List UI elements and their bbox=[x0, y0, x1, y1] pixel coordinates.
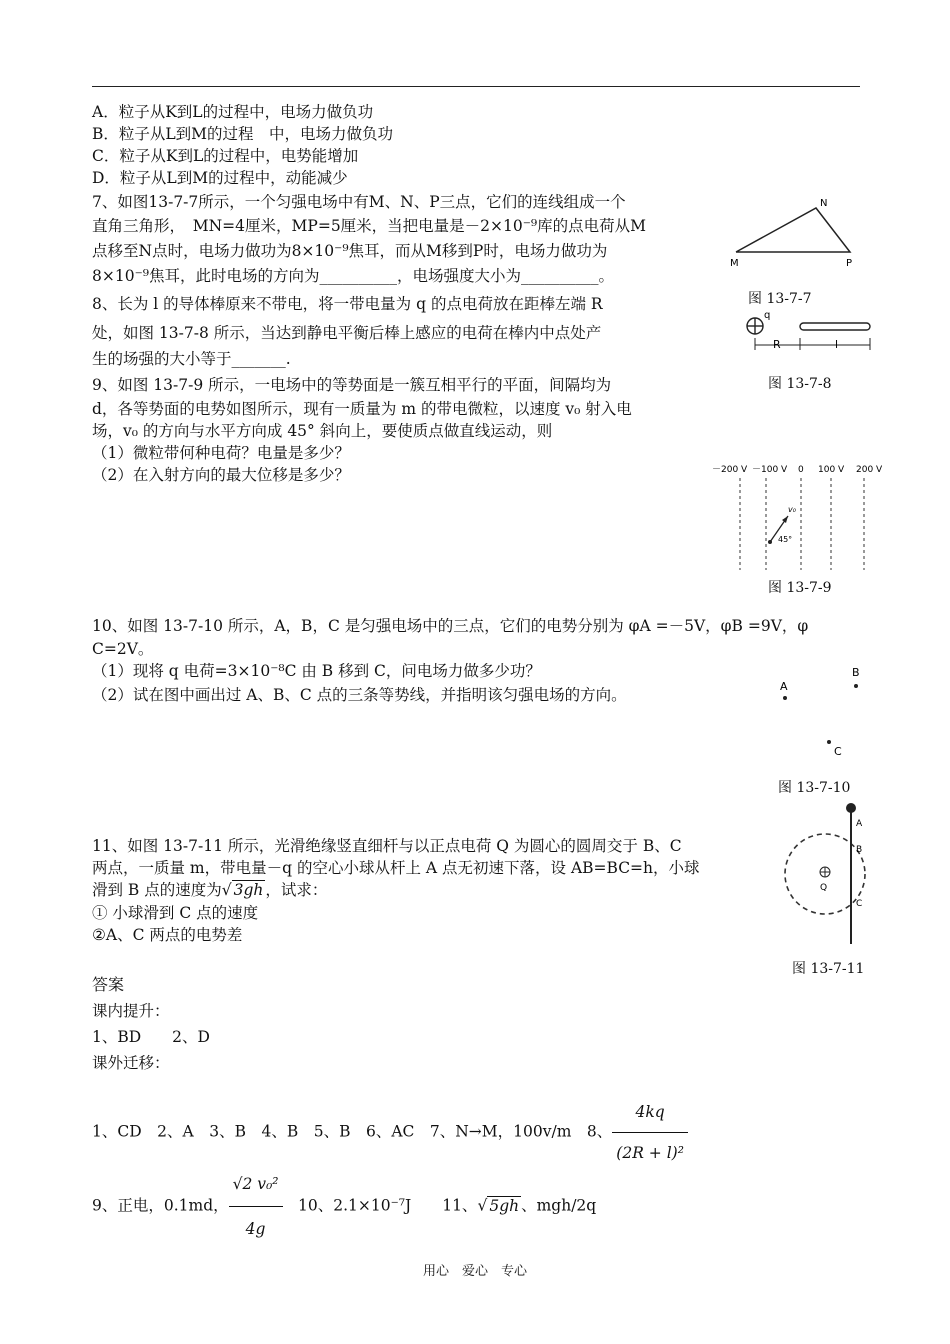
q8-line-2: 处，如图 13-7-8 所示，当达到静电平衡后棒上感应的电荷在棒内中点处产 bbox=[92, 324, 602, 342]
sqrt-3gh: 3gh bbox=[233, 881, 264, 899]
fig-caption-13-7-11: 图 13-7-11 bbox=[792, 961, 865, 977]
q8-line-3: 生的场强的大小等于_______. bbox=[92, 350, 291, 368]
option-d: D．粒子从L到M的过程中，动能减少 bbox=[92, 169, 348, 187]
point-a bbox=[783, 696, 787, 700]
q9-line-2: d，各等势面的电势如图所示，现有一质量为 m 的带电微粒，以速度 v₀ 射入电 bbox=[92, 400, 632, 418]
answers-line-2c: 、mgh/2q bbox=[521, 1196, 597, 1215]
option-b: B．粒子从L到M的过程 中，电场力做负功 bbox=[92, 125, 394, 143]
answers-line-2: 9、正电，0.1md， bbox=[92, 1196, 229, 1215]
q11-line-3-tail: ，试求： bbox=[265, 881, 328, 899]
q7-line-3: 点移至N点时，电场力做功为8×10⁻⁹焦耳，而从M移到P时，电场力做功为 bbox=[92, 242, 608, 260]
header-rule bbox=[92, 86, 860, 87]
answers-line-1: 1、CD 2、A 3、B 4、B 5、B 6、AC 7、N→M，100v/m 8、 bbox=[92, 1122, 613, 1141]
q10-line-1: 10、如图 13-7-10 所示，A，B，C 是匀强电场中的三点，它们的电势分别为 φA =－5V，φB =9V，φ bbox=[92, 617, 809, 635]
figure-13-7-10 bbox=[756, 658, 888, 764]
q11-line-4: ① 小球滑到 C 点的速度 bbox=[92, 904, 259, 922]
label-a: A bbox=[856, 819, 863, 829]
label-r: R bbox=[773, 338, 781, 351]
q11-line-1: 11、如图 13-7-11 所示，光滑绝缘竖直细杆与以正点电荷 Q 为圆心的圆周交于 B、C bbox=[92, 837, 682, 855]
label-p: P bbox=[846, 258, 853, 269]
fig-caption-13-7-10: 图 13-7-10 bbox=[778, 780, 851, 793]
q9-line-3: 场，v₀ 的方向与水平方向成 45° 斜向上，要使质点做直线运动，则 bbox=[92, 422, 553, 440]
v0-label: v₀ bbox=[788, 505, 796, 514]
figure-13-7-8 bbox=[740, 310, 880, 356]
point-c-label: C bbox=[834, 745, 842, 758]
point-b bbox=[854, 684, 858, 688]
label-b: B bbox=[856, 845, 863, 855]
answer-9-numerator: √2 v₀² bbox=[229, 1162, 283, 1207]
point-a-label: A bbox=[780, 680, 788, 693]
inclass-answers: 1、BD 2、D bbox=[92, 1028, 210, 1046]
angle-label: 45° bbox=[778, 535, 793, 544]
q11-line-2: 两点，一质量 m，带电量－q 的空心小球从杆上 A 点无初速下落，设 AB=BC=h，小球 bbox=[92, 859, 700, 877]
q7-line-2: 直角三角形， MN=4厘米，MP=5厘米，当把电量是－2×10⁻⁹库的点电荷从M bbox=[92, 217, 647, 235]
outclass-answers-2 bbox=[92, 1162, 596, 1251]
label-q: Q bbox=[820, 883, 828, 893]
answer-8-denominator: (2R + l)² bbox=[616, 1144, 684, 1162]
sqrt-symbol: √ bbox=[221, 881, 232, 899]
q9-line-1: 9、如图 13-7-9 所示，一电场中的等势面是一簇互相平行的平面，间隔均为 bbox=[92, 376, 612, 394]
q10-line-2: C=2V。 bbox=[92, 640, 154, 658]
point-c bbox=[827, 740, 831, 744]
outclass-answers-1 bbox=[92, 1092, 688, 1173]
figure-13-7-11 bbox=[780, 792, 886, 952]
answer-11-root: 5gh bbox=[489, 1196, 520, 1215]
fig-caption-13-7-7: 图 13-7-7 bbox=[748, 291, 812, 307]
answers-line-2b: 10、2.1×10⁻⁷J 11、 bbox=[298, 1196, 478, 1215]
label-n: N bbox=[820, 198, 828, 209]
potential-label: 0 bbox=[798, 465, 804, 475]
label-m: M bbox=[730, 258, 739, 269]
q11-line-3 bbox=[92, 879, 327, 901]
figure-13-7-9 bbox=[708, 458, 888, 576]
q7-line-1: 7、如图13-7-7所示，一个匀强电场中有M、N、P三点，它们的连线组成一个 bbox=[92, 193, 626, 211]
option-a: A．粒子从K到L的过程中，电场力做负功 bbox=[92, 103, 374, 121]
fig-caption-13-7-9: 图 13-7-9 bbox=[768, 580, 832, 596]
label-l: l bbox=[835, 338, 839, 351]
answer-8-fraction bbox=[612, 1092, 688, 1173]
answer-9-denominator: 4g bbox=[245, 1220, 266, 1238]
inclass-heading: 课内提升： bbox=[92, 1002, 170, 1020]
q10-line-4: （2）试在图中画出过 A、B、C 点的三条等势线，并指明该匀强电场的方向。 bbox=[92, 686, 627, 704]
potential-label: －100 V bbox=[752, 465, 788, 475]
label-q: q bbox=[764, 310, 771, 321]
q10-line-3: （1）现将 q 电荷=3×10⁻⁸C 由 B 移到 C，问电场力做多少功？ bbox=[92, 662, 541, 680]
figure-13-7-7 bbox=[728, 190, 868, 270]
potential-label: 100 V bbox=[818, 465, 845, 475]
sqrt-symbol: √ bbox=[477, 1196, 488, 1215]
page-footer: 用心 爱心 专心 bbox=[422, 1264, 527, 1279]
outclass-heading: 课外迁移： bbox=[92, 1054, 170, 1072]
q9-line-5: （2）在入射方向的最大位移是多少？ bbox=[92, 466, 350, 484]
label-c: C bbox=[856, 899, 863, 909]
q9-line-4: （1）微粒带何种电荷？电量是多少？ bbox=[92, 444, 350, 462]
potential-label: －200 V bbox=[712, 465, 748, 475]
q11-line-3-text: 滑到 B 点的速度为 bbox=[92, 881, 222, 899]
ball bbox=[846, 803, 856, 813]
answer-8-numerator: 4kq bbox=[612, 1092, 688, 1133]
point-b-label: B bbox=[852, 666, 860, 679]
q7-line-4: 8×10⁻⁹焦耳，此时电场的方向为__________，电场强度大小为__________。 bbox=[92, 267, 614, 285]
potential-label: 200 V bbox=[856, 465, 883, 475]
answers-title: 答案 bbox=[92, 975, 125, 994]
answer-9-fraction bbox=[229, 1162, 283, 1251]
q11-line-5: ②A、C 两点的电势差 bbox=[92, 926, 243, 944]
option-c: C．粒子从K到L的过程中，电势能增加 bbox=[92, 147, 359, 165]
q8-line-1: 8、长为 l 的导体棒原来不带电，将一带电量为 q 的点电荷放在距棒左端 R bbox=[92, 295, 603, 313]
fig-caption-13-7-8: 图 13-7-8 bbox=[768, 376, 832, 392]
